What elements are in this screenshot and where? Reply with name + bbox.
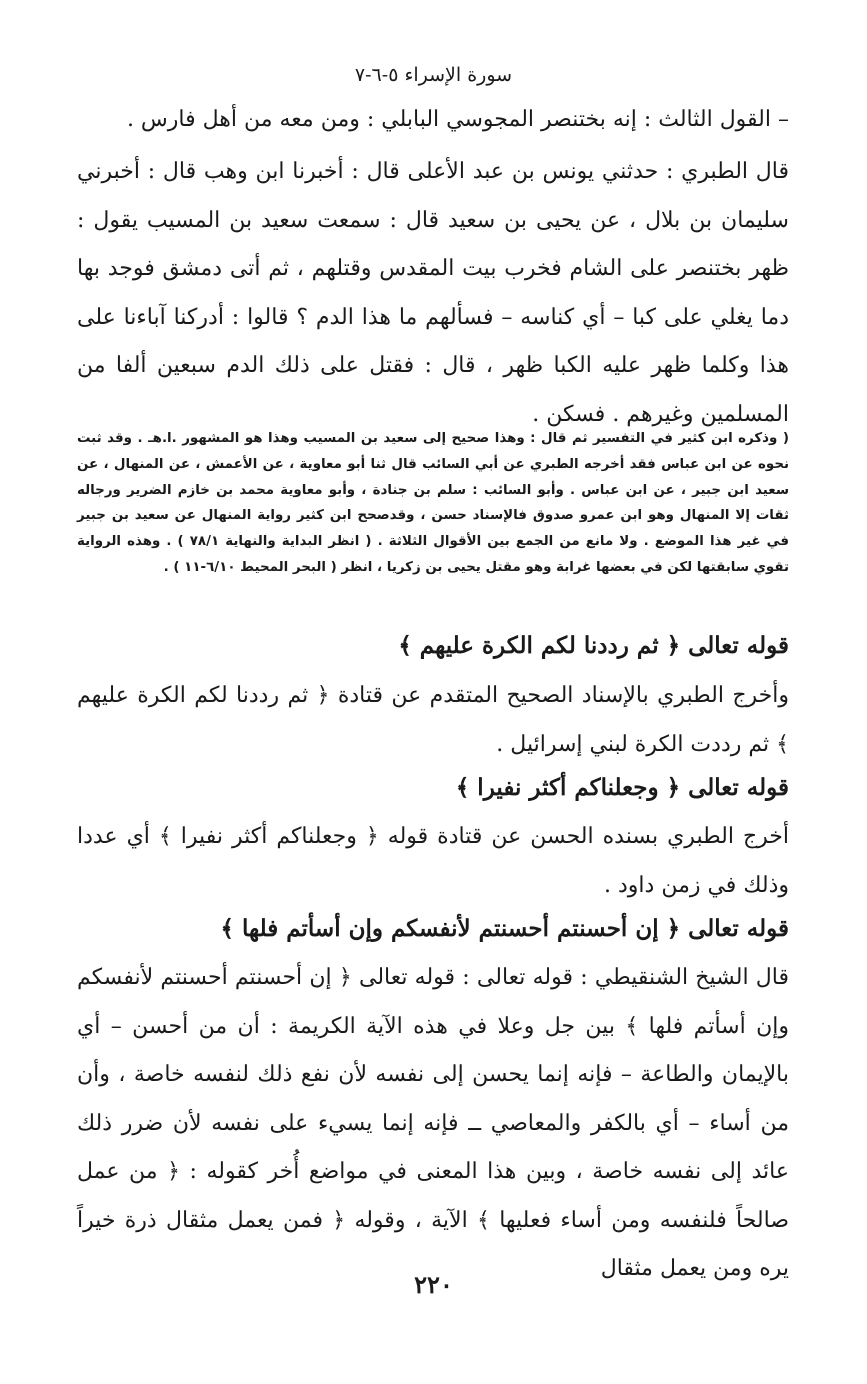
paragraph-text: أخرج الطبري بسنده الحسن عن قتادة قوله ﴿ وجعلناكم أكثر نفيرا ﴾ أي عددا وذلك في زمن داود .	[77, 824, 789, 898]
section-heading-2: قوله تعالى ﴿ وجعلناكم أكثر نفيرا ﴾	[455, 774, 789, 801]
body-paragraph-3	[77, 672, 789, 769]
footnote-text: ( وذكره ابن كثير في التفسير ثم قال : وهذا صحيح إلى سعيد بن المسيب وهذا هو المشهور .ا.هـ . وقد ثبت نحوه عن ابن عباس فقد أخرجه الطبري عن أبي السائب قال ثنا أبو معاوية ، عن الأعمش ، عن المنهال ، عن سعيد ابن جبير ، عن ابن عباس . وأبو السائب : سلم بن جنادة ، وأبو معاوية محمد بن خازم الضرير ورجاله ثقات إلا المنهال وهو ابن عمرو صدوق فالإسناد حسن ، وقدصحح ابن كثير رواية المنهال عن سعيد بن جبير في غير هذا الموضع . ولا مانع من الجمع بين الأقوال الثلاثة . ( انظر البداية والنهاية ٧٨/١ ) . وهذه الرواية تقوي سابقتها لكن في بعضها غرابة وهو مقتل يحيى بن زكريا ، انظر ( البحر المحيط ٦/١٠-١١ ) .	[77, 431, 789, 575]
body-paragraph-1	[77, 96, 789, 145]
body-paragraph-2	[77, 148, 789, 439]
section-heading-3: قوله تعالى ﴿ إن أحسنتم أحسنتم لأنفسكم وإن أسأتم فلها ﴾	[220, 915, 789, 942]
body-paragraph-5	[77, 954, 789, 1294]
paragraph-text: – القول الثالث : إنه بختنصر المجوسي البابلي : ومن معه من أهل فارس .	[126, 107, 789, 132]
body-paragraph-4	[77, 813, 789, 910]
section-heading-1: قوله تعالى ﴿ ثم رددنا لكم الكرة عليهم ﴾	[398, 632, 789, 659]
page-number: ٢٢٠	[414, 1270, 453, 1299]
running-header: سورة الإسراء ٥-٦-٧	[354, 64, 513, 86]
paragraph-text: وأخرج الطبري بالإسناد الصحيح المتقدم عن قتادة ﴿ ثم رددنا لكم الكرة عليهم ﴾ ثم رددت الكرة لبني إسرائيل .	[77, 683, 789, 757]
paragraph-text: قال الطبري : حدثني يونس بن عبد الأعلى قال : أخبرنا ابن وهب قال : أخبرني سليمان بن بلال ، عن يحيى بن سعيد قال : سمعت سعيد بن المسيب يقول : ظهر بختنصر على الشام فخرب بيت المقدس وقتلهم ، ثم أتى دمشق فوجد بها دما يغلي على كبا – أي كناسه – فسألهم ما هذا الدم ؟ قالوا : أدركنا آباءنا على هذا وكلما ظهر عليه الكبا ظهر ، قال : فقتل على ذلك الدم سبعين ألفا من المسلمين وغيرهم . فسكن .	[77, 159, 789, 427]
paragraph-text: قال الشيخ الشنقيطي : قوله تعالى : قوله تعالى ﴿ إن أحسنتم أحسنتم لأنفسكم وإن أسأتم فلها ﴾ بين جل وعلا في هذه الآية الكريمة : أن من أحسن – أي بالإيمان والطاعة – فإنه إنما يحسن إلى نفسه لأن نفع ذلك لنفسه خاصة ، وأن من أساء – أي بالكفر والمعاصي ــ فإنه إنما يسيء على نفسه لأن ضرر ذلك عائد إلى نفسه خاصة ، وبين هذا المعنى في مواضع أُخر كقوله : ﴿ من عمل صالحاً فلنفسه ومن أساء فعليها ﴾ الآية ، وقوله ﴿ فمن يعمل مثقال ذرة خيراً يره ومن يعمل مثقال	[77, 965, 789, 1281]
footnote-block	[77, 426, 789, 581]
